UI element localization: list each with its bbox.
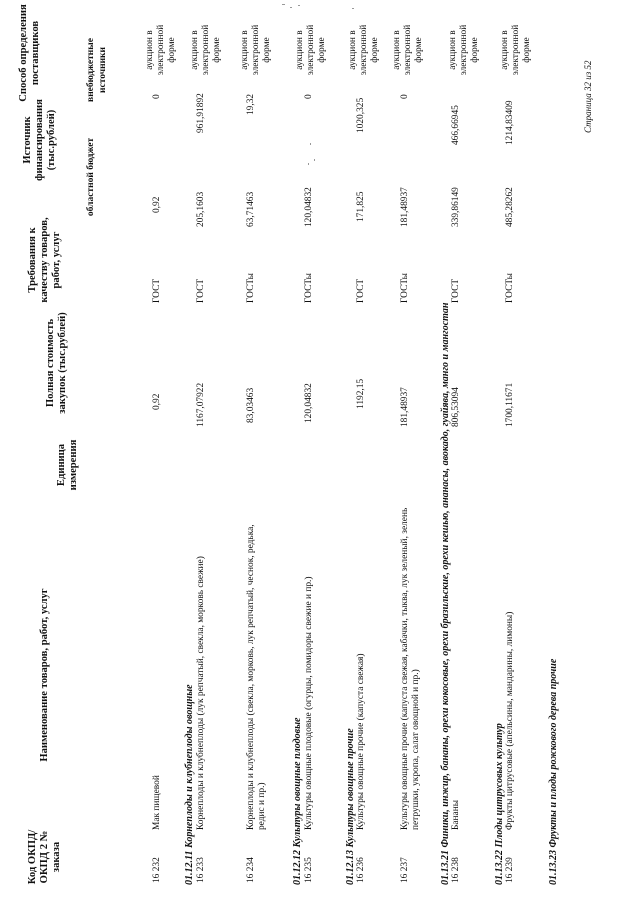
row-234-req: ГОСТы bbox=[246, 273, 256, 303]
header-cost: Полная стоимость закупок (тыс.рублей) bbox=[45, 312, 68, 414]
section-01-13-23: 01.13.23 Фрукты и плоды рожкового дерева прочие bbox=[548, 658, 559, 885]
row-237-method: аукцион в электронной форме bbox=[392, 24, 424, 76]
row-235-nonbudget: 0 bbox=[304, 94, 314, 99]
row-238-num: 16 238 bbox=[451, 857, 461, 883]
row-239-regional: 485,28262 bbox=[505, 187, 515, 227]
row-238-name: Бананы bbox=[451, 799, 461, 830]
row-236-method: аукцион в электронной форме bbox=[348, 24, 380, 76]
row-233-req: ГОСТ bbox=[196, 278, 206, 303]
row-232-cost: 0,92 bbox=[152, 393, 162, 410]
section-01-12-12: 01.12.12 Культуры овощные плодовые bbox=[292, 717, 303, 885]
scan-speck bbox=[290, 7, 292, 8]
row-236-cost: 1192,15 bbox=[356, 378, 366, 409]
row-235-regional: 120,04832 bbox=[304, 187, 314, 227]
row-238-cost: 806,53094 bbox=[451, 387, 461, 427]
scan-speck bbox=[310, 143, 311, 145]
row-237-cost: 181,48937 bbox=[400, 387, 410, 427]
row-239-req: ГОСТы bbox=[505, 273, 515, 303]
row-239-name: Фрукты цитрусовые (апельсины, мандарины, лимоны) bbox=[505, 611, 515, 830]
header-code: Код ОКПД/ ОКПД 2 № заказа bbox=[27, 829, 62, 885]
row-239-nonbudget: 1214,83409 bbox=[505, 100, 515, 145]
row-235-name: Культуры овощные плодовые (огурцы, помидоры свежие и пр.) bbox=[304, 576, 314, 830]
header-nonbudget: внебюджетные источники bbox=[86, 38, 108, 102]
scan-speck bbox=[352, 8, 354, 9]
row-238-nonbudget: 466,66945 bbox=[451, 105, 461, 145]
row-233-name: Корнеплоды и клубнеплоды (лук репчатый, свекла, морковь свежие) bbox=[196, 556, 206, 830]
row-235-cost: 120,04832 bbox=[304, 383, 314, 423]
row-233-method: аукцион в электронной форме bbox=[190, 24, 222, 76]
row-233-regional: 205,1603 bbox=[196, 191, 206, 227]
row-236-req: ГОСТ bbox=[356, 278, 366, 303]
row-232-num: 16 232 bbox=[152, 857, 162, 883]
section-01-12-11: 01.12.11 Корнеплоды и клубнеплоды овощные bbox=[184, 684, 195, 885]
section-01-12-13: 01.12.13 Культуры овощные прочие bbox=[345, 728, 356, 885]
row-235-num: 16 235 bbox=[304, 857, 314, 883]
section-01-13-21: 01.13.21 Финики, инжир, бананы, орехи кокосовые, орехи бразильские, орехи кешью, ананасы, авокадо, гуайява, манго и мангостан bbox=[440, 302, 451, 885]
header-unit: Единица измерения bbox=[56, 439, 79, 491]
row-236-nonbudget: 1020,325 bbox=[356, 97, 366, 133]
row-232-name: Мак пищевой bbox=[152, 775, 162, 830]
row-238-method: аукцион в электронной форме bbox=[448, 24, 480, 76]
row-239-num: 16 239 bbox=[505, 857, 515, 883]
row-236-regional: 171,825 bbox=[356, 191, 366, 222]
row-232-method: аукцион в электронной форме bbox=[145, 24, 177, 76]
section-01-13-22: 01.13.22 Плоды цитрусовых культур bbox=[494, 723, 505, 885]
scan-speck bbox=[314, 159, 315, 161]
scan-speck bbox=[298, 5, 300, 6]
row-234-name: Корнеплоды и клубнеплоды (свекла, морковь, лук репчатый, чеснок, редька, редис и пр.) bbox=[246, 524, 267, 830]
row-237-req: ГОСТы bbox=[400, 273, 410, 303]
scan-speck bbox=[308, 163, 309, 165]
row-234-nonbudget: 19,32 bbox=[246, 93, 256, 115]
row-235-req: ГОСТы bbox=[304, 273, 314, 303]
row-239-method: аукцион в электронной форме bbox=[500, 24, 532, 76]
row-236-name: Культуры овощные прочие (капуста свежая) bbox=[356, 653, 366, 830]
row-233-num: 16 233 bbox=[196, 857, 206, 883]
row-234-num: 16 234 bbox=[246, 857, 256, 883]
row-233-nonbudget: 961,91892 bbox=[196, 93, 206, 133]
row-234-method: аукцион в электронной форме bbox=[240, 24, 272, 76]
row-232-nonbudget: 0 bbox=[152, 94, 162, 99]
row-236-num: 16 236 bbox=[356, 857, 366, 883]
row-237-regional: 181,48937 bbox=[400, 187, 410, 227]
page-number: Страница 32 из 52 bbox=[583, 60, 593, 133]
header-regional: областной бюджет bbox=[86, 137, 96, 217]
row-233-cost: 1167,07922 bbox=[196, 382, 206, 427]
row-235-method: аукцион в электронной форме bbox=[295, 24, 327, 76]
row-239-cost: 1700,11671 bbox=[505, 382, 515, 427]
header-method: Способ определения поставщиков bbox=[18, 4, 41, 102]
row-234-cost: 83,03463 bbox=[246, 387, 256, 423]
row-232-regional: 0,92 bbox=[152, 196, 162, 213]
row-237-nonbudget: 0 bbox=[400, 94, 410, 99]
header-name: Наименование товаров, работ, услуг bbox=[39, 588, 50, 762]
header-requirements: Требования к качеству товаров, работ, услуг bbox=[27, 217, 62, 303]
row-238-regional: 339,86149 bbox=[451, 187, 461, 227]
row-237-name: Культуры овощные прочие (капуста свежая, кабачки, тыква, лук зеленый, зелень петрушки, укропа, салат овощной и пр.) bbox=[400, 507, 421, 830]
row-232-req: ГОСТ bbox=[152, 278, 162, 303]
header-funding: Источник финансирования (тыс.рублей) bbox=[22, 99, 57, 181]
row-234-regional: 63,71463 bbox=[246, 191, 256, 227]
scan-speck bbox=[282, 4, 285, 5]
row-238-req: ГОСТ bbox=[451, 278, 461, 303]
row-237-num: 16 237 bbox=[400, 857, 410, 883]
